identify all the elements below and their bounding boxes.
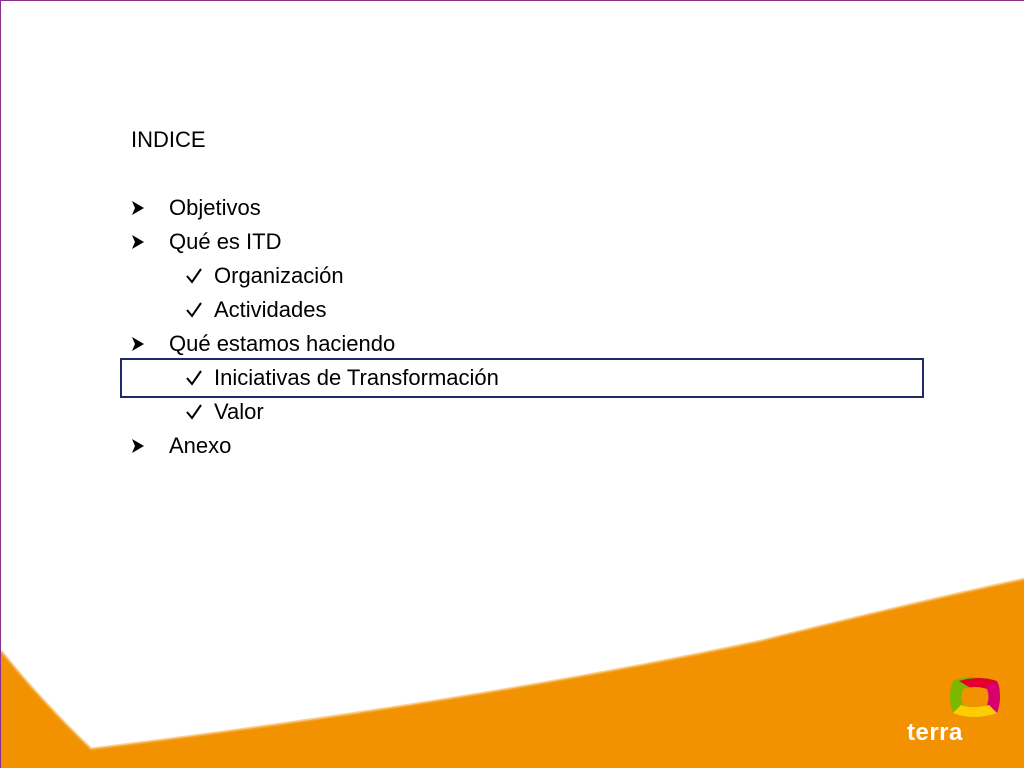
checkmark-bullet-icon [186, 268, 202, 284]
index-content [131, 123, 499, 463]
list-item-label: Iniciativas de Transformación [214, 365, 499, 390]
terra-logo-text: terra [907, 719, 963, 746]
checkmark-bullet-icon [186, 302, 202, 318]
list-item-anexo [131, 429, 499, 463]
list-item-label: Qué es ITD [169, 229, 282, 254]
highlight-box [120, 358, 924, 398]
list-item-label: Objetivos [169, 195, 261, 220]
list-item-valor [131, 395, 499, 429]
list-item-label: Actividades [214, 297, 327, 322]
list-item-label: Valor [214, 399, 264, 424]
arrowhead-bullet-icon [131, 438, 145, 454]
index-title: INDICE [131, 127, 206, 152]
list-item-organizacion [131, 259, 499, 293]
list-item-label: Qué estamos haciendo [169, 331, 396, 356]
arrowhead-bullet-icon [131, 234, 145, 250]
arrowhead-bullet-icon [131, 200, 145, 216]
list-item-que-es-itd [131, 225, 499, 259]
list-item-que-estamos-haciendo [131, 327, 499, 361]
list-item-actividades [131, 293, 499, 327]
list-item-label: Anexo [169, 433, 232, 458]
arrowhead-bullet-icon [131, 336, 145, 352]
checkmark-bullet-icon [186, 404, 202, 420]
list-item-label: Organización [214, 263, 344, 288]
list-item-objetivos [131, 191, 499, 225]
